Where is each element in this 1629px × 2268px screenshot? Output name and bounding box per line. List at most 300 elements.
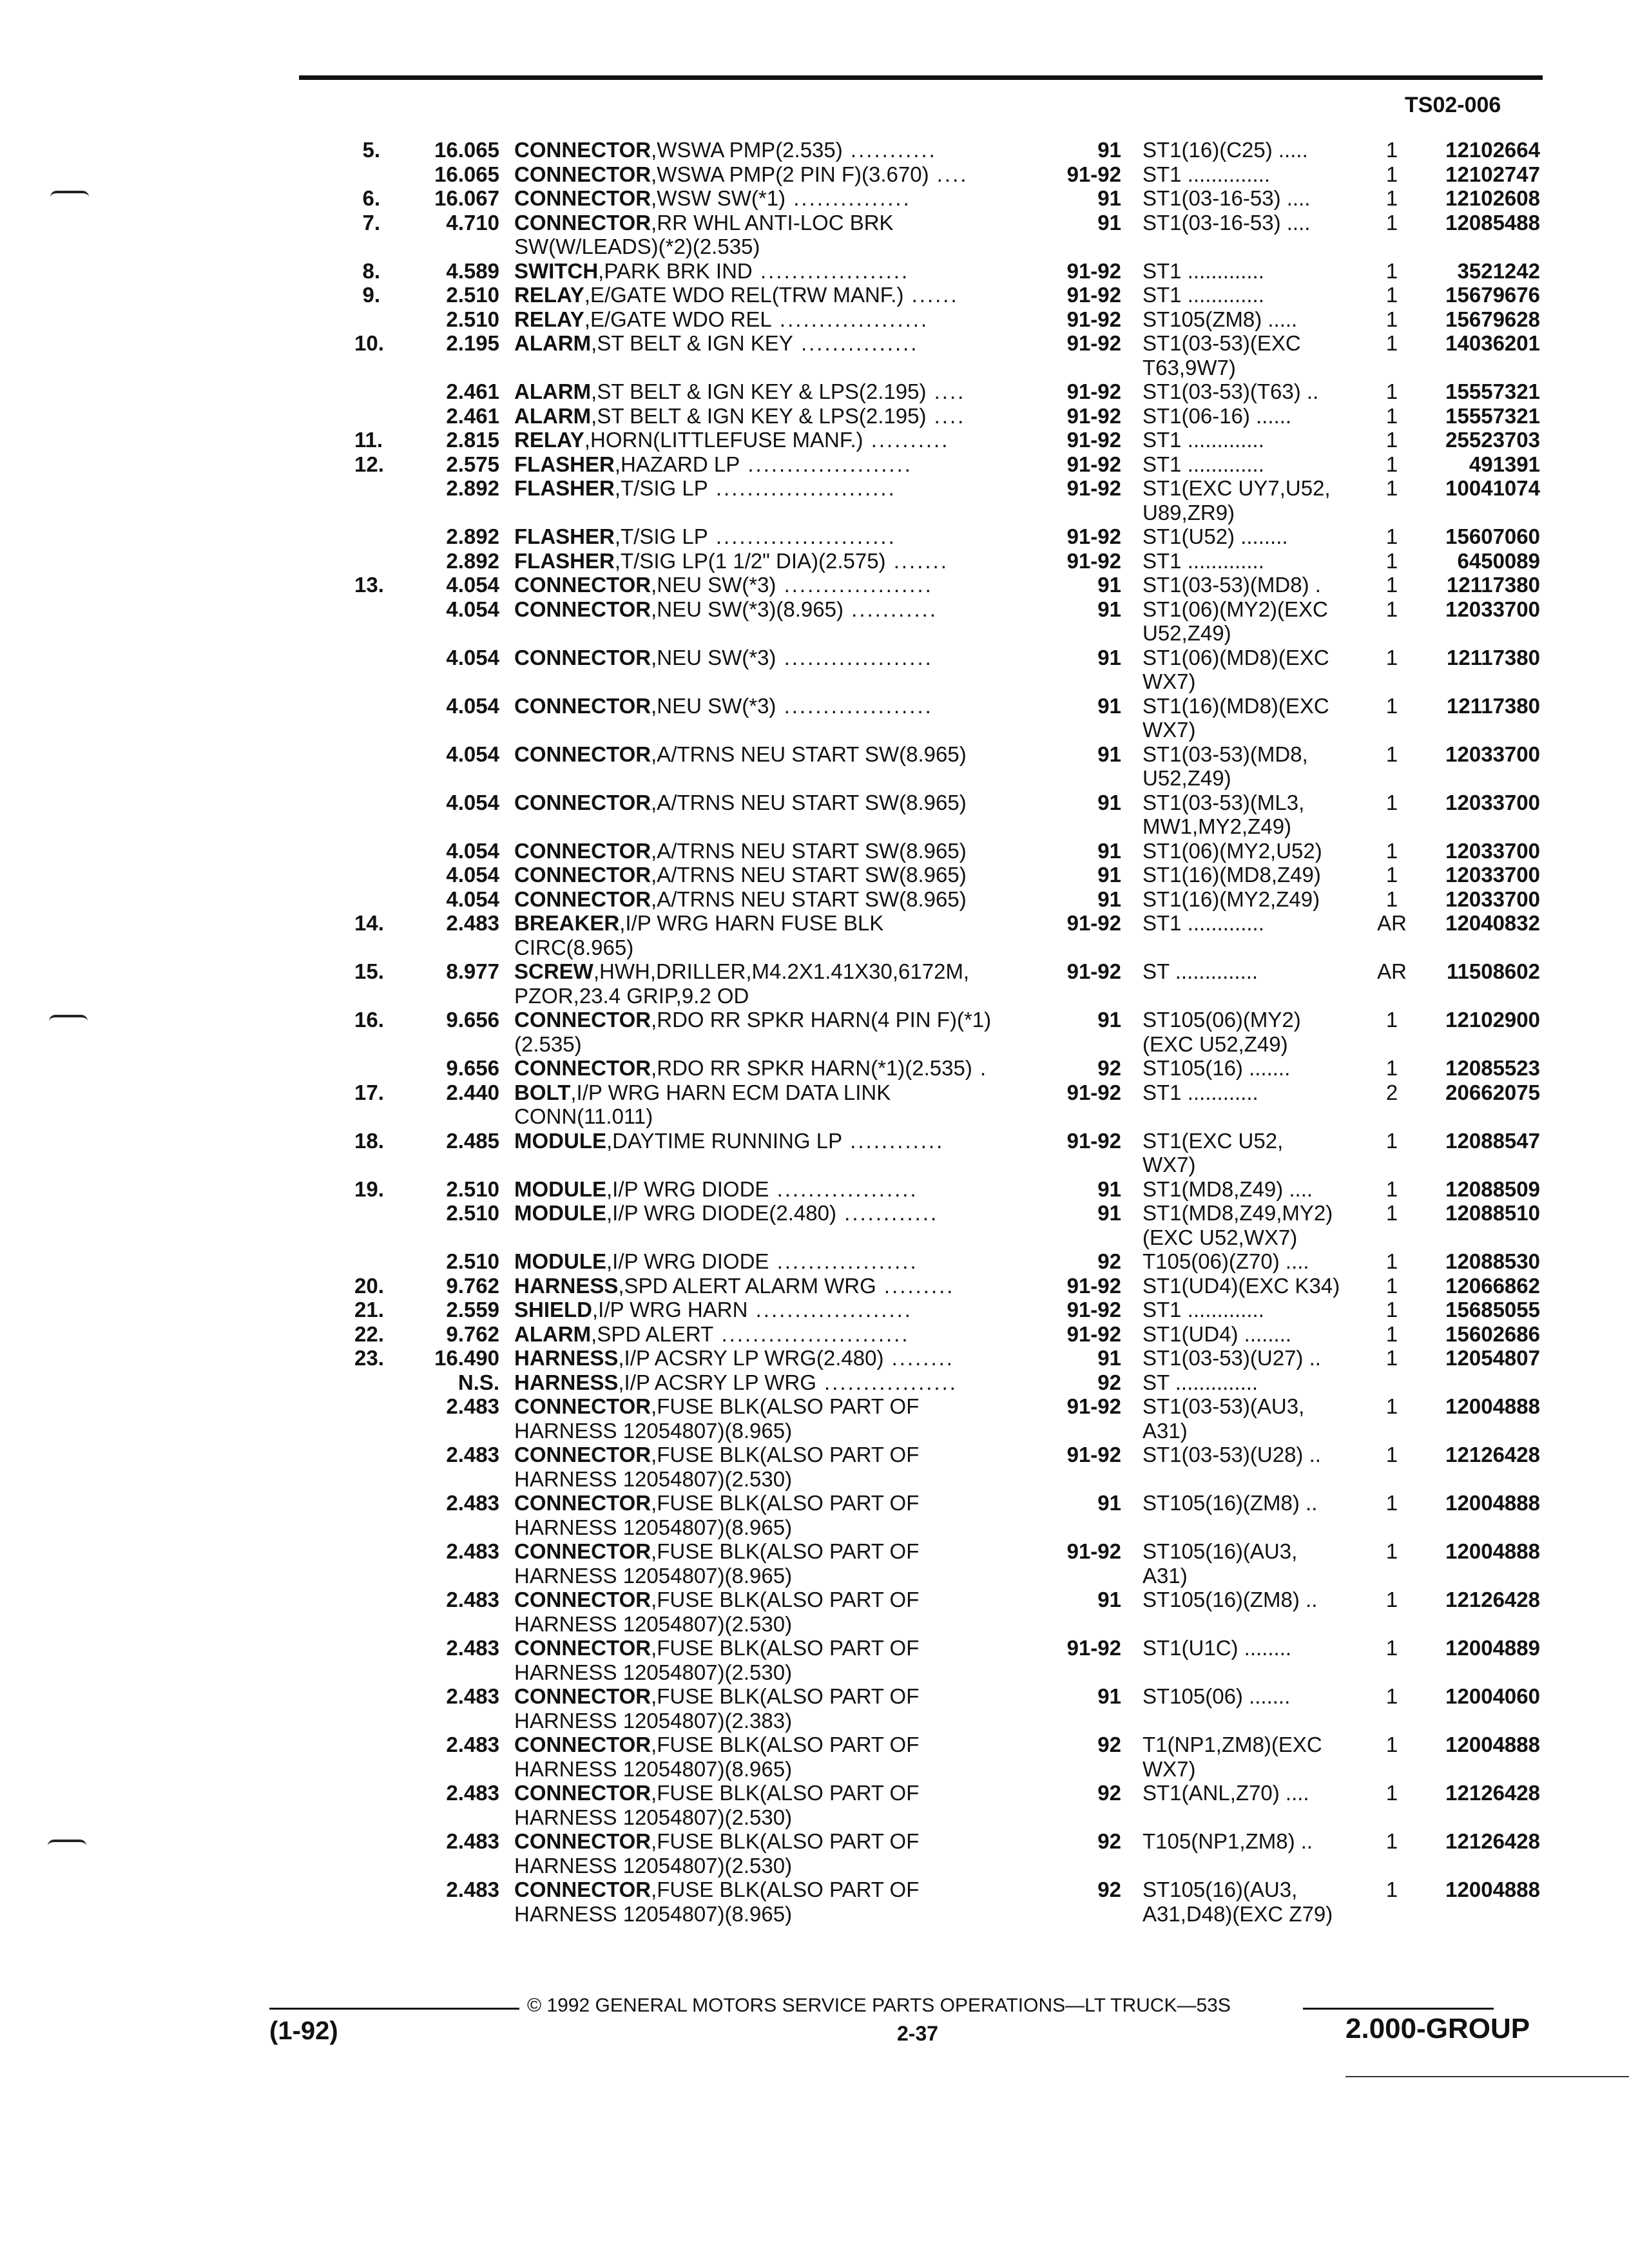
model-usage: ST1(06)(MY2,U52) <box>1142 840 1322 863</box>
part-name: CONNECTOR <box>514 573 651 597</box>
parts-row <box>0 405 1629 428</box>
part-number: 12004888 <box>1445 1491 1540 1515</box>
part-description <box>514 525 1049 548</box>
model-usage: ST1(U52) ........ <box>1142 525 1288 548</box>
part-description <box>514 1782 1049 1805</box>
model-years: 91-92 <box>1066 331 1121 355</box>
parts-row <box>0 1395 1629 1418</box>
model-usage: ST105(06)(MY2) <box>1142 1008 1301 1032</box>
parts-row <box>0 1226 1629 1249</box>
quantity: 1 <box>1385 887 1398 911</box>
part-description <box>514 1806 1049 1829</box>
parts-row <box>0 1564 1629 1588</box>
part-description <box>514 1057 1049 1080</box>
reference-number: 8. <box>362 259 380 283</box>
part-number: 12033700 <box>1445 597 1540 621</box>
part-detail: ,I/P ACSRY LP WRG <box>618 1371 816 1394</box>
parts-row <box>0 985 1629 1008</box>
reference-number: 19. <box>354 1177 384 1201</box>
reference-number: 20. <box>354 1274 384 1298</box>
model-years: 91-92 <box>1066 283 1121 307</box>
model-usage: ST105(16)(AU3, <box>1142 1878 1298 1901</box>
quantity: AR <box>1377 911 1407 935</box>
footer-rule-left <box>269 2008 519 2010</box>
leader-dots: ..................... <box>740 453 912 476</box>
parts-row <box>0 1685 1629 1708</box>
part-description <box>514 985 1049 1008</box>
model-years: 91 <box>1097 863 1121 887</box>
quantity: 1 <box>1385 839 1398 863</box>
model-years: 91-92 <box>1066 380 1121 403</box>
part-description <box>514 743 1049 766</box>
part-name: CONNECTOR <box>514 1057 651 1080</box>
part-name: CONNECTOR <box>514 791 651 814</box>
parts-row <box>0 1371 1629 1394</box>
quantity: 1 <box>1385 1636 1398 1660</box>
group-number: 2.483 <box>446 1829 499 1853</box>
part-description <box>514 1613 1049 1636</box>
part-description <box>514 1588 1049 1611</box>
model-years: 91-92 <box>1066 1081 1121 1104</box>
part-number: 12033700 <box>1445 742 1540 766</box>
leader-dots: ............ <box>836 1202 939 1225</box>
model-usage: ST105(16)(AU3, <box>1142 1540 1298 1563</box>
leader-dots: ................... <box>752 260 910 283</box>
parts-row <box>0 791 1629 814</box>
part-name: SCREW <box>514 960 593 983</box>
part-name: RELAY <box>514 428 584 452</box>
group-number: 4.054 <box>446 791 499 814</box>
part-detail: ,HAZARD LP <box>614 453 740 476</box>
part-description <box>514 840 1049 863</box>
part-detail: ,FUSE BLK(ALSO PART OF <box>651 1395 920 1418</box>
leader-dots: ................. <box>816 1371 958 1394</box>
page-number: 2-37 <box>897 2022 939 2045</box>
part-name: CONNECTOR <box>514 1443 651 1466</box>
model-years: 92 <box>1097 1878 1121 1901</box>
parts-row <box>0 477 1629 500</box>
model-usage: MW1,MY2,Z49) <box>1142 815 1292 838</box>
group-number: 2.483 <box>446 1394 499 1418</box>
parts-row <box>0 863 1629 887</box>
part-detail: ,RDO RR SPKR HARN(*1)(2.535) <box>651 1057 972 1080</box>
leader-dots: .... <box>929 163 969 186</box>
quantity: 1 <box>1385 1394 1398 1418</box>
parts-row <box>0 187 1629 210</box>
group-number: 4.710 <box>446 211 499 235</box>
model-usage: ST1(03-53)(AU3, <box>1142 1395 1305 1418</box>
parts-row <box>0 1274 1629 1298</box>
part-description <box>514 646 1049 669</box>
parts-row <box>0 501 1629 524</box>
part-name: CONNECTOR <box>514 1878 651 1901</box>
parts-row <box>0 1540 1629 1563</box>
part-detail: ,FUSE BLK(ALSO PART OF <box>651 1782 920 1805</box>
reference-number: 11. <box>354 428 383 452</box>
leader-dots: ......... <box>876 1274 955 1298</box>
part-detail: ,FUSE BLK(ALSO PART OF <box>651 1733 920 1756</box>
parts-row <box>0 718 1629 742</box>
part-detail: ,FUSE BLK(ALSO PART OF <box>651 1685 920 1708</box>
group-number: 9.656 <box>446 1008 499 1032</box>
model-usage: ST .............. <box>1142 1371 1258 1394</box>
model-years: 91-92 <box>1066 307 1121 331</box>
parts-row <box>0 1903 1629 1926</box>
parts-row <box>0 960 1629 983</box>
part-description <box>514 187 1049 210</box>
part-detail: ,WSW SW(*1) <box>651 187 786 210</box>
part-detail: ,I/P WRG HARN ECM DATA LINK <box>570 1081 891 1104</box>
part-detail: ,I/P WRG HARN <box>592 1298 748 1321</box>
part-detail: ,I/P WRG DIODE <box>606 1250 769 1273</box>
part-detail: ,I/P ACSRY LP WRG(2.480) <box>618 1347 884 1370</box>
model-years: 91-92 <box>1066 452 1121 476</box>
parts-row <box>0 1008 1629 1032</box>
model-usage: ST1(03-53)(MD8, <box>1142 743 1308 766</box>
parts-row <box>0 1613 1629 1636</box>
part-name: CONNECTOR <box>514 888 651 911</box>
model-usage: ST1 ............. <box>1142 428 1264 452</box>
model-usage: ST1(03-53)(MD8) . <box>1142 573 1321 597</box>
part-description <box>514 260 1049 283</box>
part-number: 15679628 <box>1445 307 1540 331</box>
top-rule <box>299 75 1543 80</box>
part-number: 6450089 <box>1457 549 1540 573</box>
part-number: 12117380 <box>1446 694 1540 718</box>
model-usage: ST1 ............. <box>1142 912 1264 935</box>
part-number: 12004888 <box>1445 1539 1540 1563</box>
model-years: 91-92 <box>1066 428 1121 452</box>
part-detail: ,DAYTIME RUNNING LP <box>606 1129 843 1153</box>
part-description <box>514 1105 1049 1128</box>
parts-row <box>0 260 1629 283</box>
leader-dots: .................. <box>769 1250 918 1273</box>
part-detail: ,RDO RR SPKR HARN(4 PIN F)(*1) <box>651 1008 992 1032</box>
model-years: 91 <box>1097 791 1121 814</box>
part-description <box>514 1830 1049 1853</box>
part-name: ALARM <box>514 405 592 428</box>
parts-row <box>0 1588 1629 1611</box>
quantity: 1 <box>1385 307 1398 331</box>
part-description <box>514 1395 1049 1418</box>
parts-row <box>0 211 1629 235</box>
model-years: 91 <box>1097 1588 1121 1611</box>
part-name: FLASHER <box>514 477 615 500</box>
part-detail: PZOR,23.4 GRIP,9.2 OD <box>514 985 749 1008</box>
part-number: 12126428 <box>1445 1829 1540 1853</box>
part-description <box>514 1564 1049 1588</box>
model-usage: ST1(16)(MY2,Z49) <box>1142 888 1320 911</box>
leader-dots: .... <box>926 405 966 428</box>
parts-row <box>0 670 1629 693</box>
group-number: 2.483 <box>446 1878 499 1901</box>
leader-dots: .................... <box>747 1298 912 1321</box>
part-name: CONNECTOR <box>514 1830 651 1853</box>
part-number: 12102664 <box>1445 138 1540 162</box>
model-usage: WX7) <box>1142 718 1196 742</box>
model-usage: ST1(03-53)(U28) .. <box>1142 1443 1321 1466</box>
parts-row <box>0 1516 1629 1539</box>
part-detail: ,SPD ALERT <box>591 1323 714 1346</box>
model-years: 92 <box>1097 1056 1121 1080</box>
part-name: FLASHER <box>514 550 615 573</box>
quantity: 1 <box>1385 549 1398 573</box>
part-number: 15602686 <box>1445 1322 1540 1346</box>
part-detail: ,HORN(LITTLEFUSE MANF.) <box>584 428 863 452</box>
quantity: 1 <box>1385 863 1398 887</box>
leader-dots: ................... <box>776 646 933 669</box>
part-name: ALARM <box>514 380 592 403</box>
quantity: 1 <box>1385 404 1398 428</box>
model-usage: A31) <box>1142 1564 1188 1588</box>
model-usage: ST1(ANL,Z70) .... <box>1142 1782 1309 1805</box>
group-number: 2.461 <box>446 380 499 403</box>
group-number: 2.510 <box>446 1249 499 1273</box>
group-number: 2.892 <box>446 476 499 500</box>
reference-number: 23. <box>354 1346 384 1370</box>
parts-row <box>0 235 1629 258</box>
part-detail: HARNESS 12054807)(8.965) <box>514 1516 793 1539</box>
part-detail: ,ST BELT & IGN KEY <box>591 332 793 355</box>
model-usage: ST105(16)(ZM8) .. <box>1142 1492 1318 1515</box>
model-usage: ST1(16)(C25) ..... <box>1142 139 1308 162</box>
part-detail: HARNESS 12054807)(8.965) <box>514 1903 793 1926</box>
part-detail: ,PARK BRK IND <box>598 260 753 283</box>
parts-row <box>0 840 1629 863</box>
leader-dots: . <box>972 1057 988 1080</box>
part-description <box>514 308 1049 331</box>
part-number: 15607060 <box>1445 524 1540 548</box>
model-years: 91-92 <box>1066 259 1121 283</box>
part-name: HARNESS <box>514 1347 619 1370</box>
model-years: 91-92 <box>1066 549 1121 573</box>
parts-row <box>0 598 1629 621</box>
model-usage: ST1(16)(MD8)(EXC <box>1142 695 1329 718</box>
group-number: 2.483 <box>446 1636 499 1660</box>
part-number: 12054807 <box>1445 1346 1540 1370</box>
part-name: CONNECTOR <box>514 1395 651 1418</box>
footer-rule-right <box>1303 2008 1494 2010</box>
group-number: 2.483 <box>446 1443 499 1466</box>
group-number: 2.440 <box>446 1081 499 1104</box>
group-number: 2.510 <box>446 283 499 307</box>
leader-dots: .................. <box>769 1178 918 1201</box>
part-description <box>514 1298 1049 1321</box>
part-name: ALARM <box>514 1323 592 1346</box>
quantity: 1 <box>1385 1177 1398 1201</box>
parts-row <box>0 356 1629 380</box>
part-description <box>514 428 1049 452</box>
part-description <box>514 1685 1049 1708</box>
parts-row <box>0 888 1629 911</box>
part-name: CONNECTOR <box>514 646 651 669</box>
quantity: 1 <box>1385 1129 1398 1153</box>
part-detail: ,I/P WRG HARN FUSE BLK <box>619 912 884 935</box>
group-label: 2.000-GROUP <box>1345 2013 1530 2044</box>
part-number: 12088530 <box>1445 1249 1540 1273</box>
part-description <box>514 139 1049 162</box>
reference-number: 14. <box>354 911 384 935</box>
part-detail: ,T/SIG LP(1 1/2" DIA)(2.575) <box>614 550 886 573</box>
part-description <box>514 791 1049 814</box>
group-number: 16.065 <box>434 138 499 162</box>
part-number: 3521242 <box>1457 259 1540 283</box>
part-description <box>514 1733 1049 1756</box>
parts-row <box>0 1081 1629 1104</box>
parts-row <box>0 1033 1629 1056</box>
part-description <box>514 405 1049 428</box>
part-detail: HARNESS 12054807)(2.383) <box>514 1709 793 1733</box>
model-usage: T105(NP1,ZM8) .. <box>1142 1830 1313 1853</box>
part-description <box>514 1878 1049 1901</box>
model-years: 91 <box>1097 597 1121 621</box>
quantity: 1 <box>1385 1443 1398 1466</box>
parts-row <box>0 1468 1629 1491</box>
model-years: 91-92 <box>1066 959 1121 983</box>
leader-dots: ................... <box>771 308 929 331</box>
model-years: 91-92 <box>1066 1129 1121 1153</box>
model-usage: ST1(03-16-53) .... <box>1142 211 1311 235</box>
part-description <box>514 1323 1049 1346</box>
part-description <box>514 211 1049 235</box>
part-number: 11508602 <box>1446 959 1540 983</box>
model-years: 91-92 <box>1066 1539 1121 1563</box>
part-detail: ,A/TRNS NEU START SW(8.965) <box>651 743 967 766</box>
part-description <box>514 1202 1049 1225</box>
model-usage: U52,Z49) <box>1142 622 1231 645</box>
part-description <box>514 695 1049 718</box>
part-description <box>514 332 1049 355</box>
part-name: MODULE <box>514 1250 606 1273</box>
part-number: 12004889 <box>1445 1636 1540 1660</box>
quantity: 1 <box>1385 1539 1398 1563</box>
model-usage: ST1(EXC UY7,U52, <box>1142 477 1331 500</box>
group-number: 4.054 <box>446 646 499 669</box>
part-detail: ,I/P WRG DIODE(2.480) <box>606 1202 836 1225</box>
part-description <box>514 1250 1049 1273</box>
quantity: 1 <box>1385 1491 1398 1515</box>
part-detail: ,WSWA PMP(2.535) <box>651 139 843 162</box>
part-description <box>514 550 1049 573</box>
part-detail: ,FUSE BLK(ALSO PART OF <box>651 1637 920 1660</box>
model-years: 92 <box>1097 1733 1121 1756</box>
parts-row <box>0 380 1629 403</box>
reference-number: 15. <box>354 959 384 983</box>
model-usage: ST1 ............. <box>1142 550 1264 573</box>
quantity: 1 <box>1385 211 1398 235</box>
model-years: 91 <box>1097 1346 1121 1370</box>
parts-row <box>0 1806 1629 1829</box>
group-number: 2.510 <box>446 307 499 331</box>
part-detail: ,RR WHL ANTI-LOC BRK <box>651 211 894 235</box>
part-name: CONNECTOR <box>514 1733 651 1756</box>
parts-row <box>0 1878 1629 1901</box>
parts-row <box>0 163 1629 186</box>
part-description <box>514 1033 1049 1056</box>
model-usage: (EXC U52,Z49) <box>1142 1033 1288 1056</box>
part-number: 12033700 <box>1445 791 1540 814</box>
quantity: 1 <box>1385 1733 1398 1756</box>
part-detail: HARNESS 12054807)(8.965) <box>514 1758 793 1781</box>
part-description <box>514 1371 1049 1394</box>
group-number: 2.815 <box>446 428 499 452</box>
quantity: 1 <box>1385 1249 1398 1273</box>
parts-row <box>0 1153 1629 1177</box>
model-years: 91 <box>1097 211 1121 235</box>
parts-row <box>0 308 1629 331</box>
group-number: 4.054 <box>446 573 499 597</box>
model-years: 91 <box>1097 839 1121 863</box>
leader-dots: ............... <box>793 332 919 355</box>
part-detail: HARNESS 12054807)(8.965) <box>514 1419 793 1443</box>
model-years: 91-92 <box>1066 1322 1121 1346</box>
part-name: MODULE <box>514 1129 606 1153</box>
part-number: 25523703 <box>1445 428 1540 452</box>
parts-row <box>0 1250 1629 1273</box>
quantity: 1 <box>1385 694 1398 718</box>
model-years: 91-92 <box>1066 1394 1121 1418</box>
quantity: 2 <box>1385 1081 1398 1104</box>
part-name: CONNECTOR <box>514 1588 651 1611</box>
part-name: MODULE <box>514 1178 606 1201</box>
copyright-line: © 1992 GENERAL MOTORS SERVICE PARTS OPERATIONS—LT TRUCK—53S <box>527 1995 1231 2016</box>
group-number: 2.483 <box>446 911 499 935</box>
quantity: 1 <box>1385 573 1398 597</box>
part-detail: ,FUSE BLK(ALSO PART OF <box>651 1588 920 1611</box>
part-detail: CIRC(8.965) <box>514 936 634 959</box>
parts-row <box>0 1443 1629 1466</box>
part-name: BOLT <box>514 1081 571 1104</box>
quantity: 1 <box>1385 452 1398 476</box>
parts-row <box>0 646 1629 669</box>
parts-row <box>0 1202 1629 1225</box>
part-description <box>514 1516 1049 1539</box>
model-usage: ST1(06)(MY2)(EXC <box>1142 598 1328 621</box>
part-detail: HARNESS 12054807)(2.530) <box>514 1613 793 1636</box>
model-years: 91-92 <box>1066 476 1121 500</box>
group-number: 9.762 <box>446 1322 499 1346</box>
parts-row <box>0 139 1629 162</box>
model-usage: ST105(16)(ZM8) .. <box>1142 1588 1318 1611</box>
model-years: 91-92 <box>1066 1274 1121 1298</box>
model-usage: ST1(03-53)(T63) .. <box>1142 380 1319 403</box>
quantity: 1 <box>1385 1346 1398 1370</box>
part-name: CONNECTOR <box>514 163 651 186</box>
part-description <box>514 1347 1049 1370</box>
part-detail: ,E/GATE WDO REL(TRW MANF.) <box>584 284 904 307</box>
part-description <box>514 1274 1049 1298</box>
group-number: 2.483 <box>446 1781 499 1805</box>
model-years: 92 <box>1097 1370 1121 1394</box>
part-number: 12126428 <box>1445 1588 1540 1611</box>
part-name: CONNECTOR <box>514 1782 651 1805</box>
part-number: 12004060 <box>1445 1684 1540 1708</box>
part-description <box>514 573 1049 597</box>
quantity: 1 <box>1385 428 1398 452</box>
part-description <box>514 912 1049 935</box>
group-number: 9.656 <box>446 1056 499 1080</box>
parts-row <box>0 1419 1629 1443</box>
model-years: 91 <box>1097 742 1121 766</box>
reference-number: 9. <box>362 283 380 307</box>
part-number: 12102608 <box>1445 186 1540 210</box>
part-name: FLASHER <box>514 453 615 476</box>
model-years: 91 <box>1097 138 1121 162</box>
part-number: 12085523 <box>1445 1056 1540 1080</box>
part-detail: ,T/SIG LP <box>614 525 708 548</box>
quantity: 1 <box>1385 742 1398 766</box>
model-usage: ST1 ............. <box>1142 260 1264 283</box>
